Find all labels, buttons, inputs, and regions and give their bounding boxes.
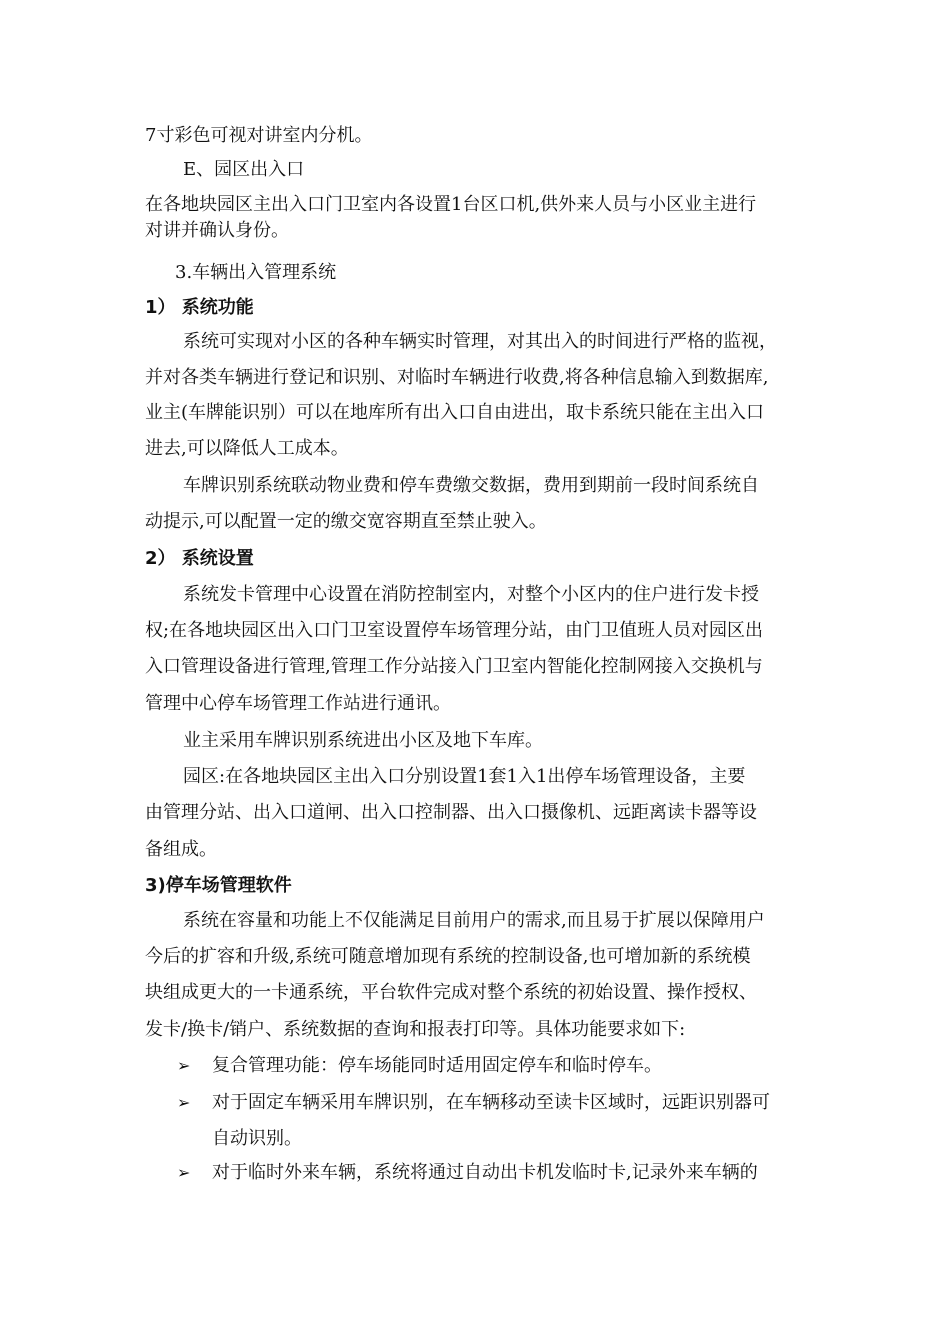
list-item: 对于临时外来车辆，系统将通过自动出卡机发临时卡,记录外来车辆的 bbox=[212, 1162, 758, 1183]
bullet-arrow-icon: ➢ bbox=[177, 1163, 191, 1182]
paragraph-line: 车牌识别系统联动物业费和停车费缴交数据，费用到期前一段时间系统自 bbox=[183, 475, 759, 496]
paragraph-line: 系统在容量和功能上不仅能满足目前用户的需求,而且易于扩展以保障用户 bbox=[183, 910, 765, 931]
paragraph-line: 并对各类车辆进行登记和识别、对临时车辆进行收费,将各种信息输入到数据库, bbox=[145, 367, 769, 388]
list-item: 对于固定车辆采用车牌识别，在车辆移动至读卡区域时，远距识别器可 bbox=[212, 1092, 770, 1113]
paragraph-line: 系统发卡管理中心设置在消防控制室内，对整个小区内的住户进行发卡授 bbox=[183, 584, 759, 605]
bullet-arrow-icon: ➢ bbox=[177, 1056, 191, 1075]
paragraph-line: 入口管理设备进行管理,管理工作分站接入门卫室内智能化控制网接入交换机与 bbox=[145, 656, 763, 677]
heading-system-function: 1） 系统功能 bbox=[145, 297, 254, 318]
heading-system-setup: 2） 系统设置 bbox=[145, 548, 254, 569]
paragraph-line: 今后的扩容和升级,系统可随意增加现有系统的控制设备,也可增加新的系统模 bbox=[145, 946, 751, 967]
section-heading: 3.车辆出入管理系统 bbox=[175, 262, 337, 283]
paragraph-line: 动提示,可以配置一定的缴交宽容期直至禁止驶入。 bbox=[145, 511, 547, 532]
paragraph-line: 由管理分站、出入口道闸、出入口控制器、出入口摄像机、远距离读卡器等设 bbox=[145, 802, 757, 823]
text-line: 对讲并确认身份。 bbox=[145, 220, 289, 241]
paragraph-line: 业主采用车牌识别系统进出小区及地下车库。 bbox=[183, 730, 543, 751]
paragraph-line: 系统可实现对小区的各种车辆实时管理，对其出入的时间进行严格的监视， bbox=[183, 331, 777, 352]
subsection-heading: E、园区出入口 bbox=[183, 159, 305, 180]
text-line: 在各地块园区主出入口门卫室内各设置1台区口机,供外来人员与小区业主进行 bbox=[145, 194, 757, 215]
list-item: 复合管理功能：停车场能同时适用固定停车和临时停车。 bbox=[212, 1055, 662, 1076]
paragraph-line: 权;在各地块园区出入口门卫室设置停车场管理分站，由门卫值班人员对园区出 bbox=[145, 620, 764, 641]
paragraph-line: 业主(车牌能识别）可以在地库所有出入口自由进出，取卡系统只能在主出入口 bbox=[145, 402, 765, 423]
list-item-continuation: 自动识别。 bbox=[212, 1128, 302, 1149]
heading-parking-software: 3)停车场管理软件 bbox=[145, 875, 292, 896]
paragraph-line: 块组成更大的一卡通系统，平台软件完成对整个系统的初始设置、操作授权、 bbox=[145, 982, 757, 1003]
paragraph-line: 园区:在各地块园区主出入口分别设置1套1入1出停车场管理设备，主要 bbox=[183, 766, 746, 787]
bullet-arrow-icon: ➢ bbox=[177, 1093, 191, 1112]
paragraph-line: 管理中心停车场管理工作站进行通讯。 bbox=[145, 693, 451, 714]
paragraph-line: 备组成。 bbox=[145, 839, 217, 860]
paragraph-line: 进去,可以降低人工成本。 bbox=[145, 438, 349, 459]
text-line: 7寸彩色可视对讲室内分机。 bbox=[145, 125, 373, 146]
paragraph-line: 发卡/换卡/销户、系统数据的查询和报表打印等。具体功能要求如下: bbox=[145, 1019, 686, 1040]
